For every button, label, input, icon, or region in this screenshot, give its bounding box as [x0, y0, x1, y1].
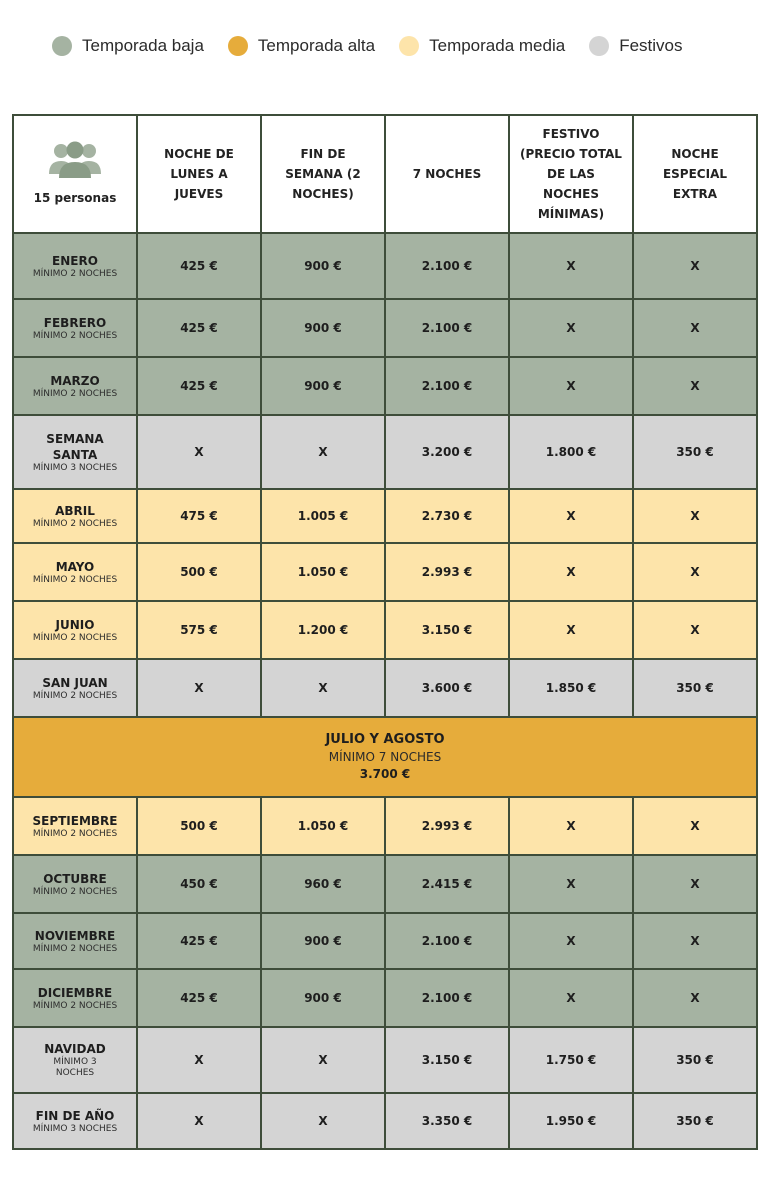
column-header: NOCHE ESPECIAL EXTRA — [633, 115, 757, 233]
price-cell: 2.100 € — [385, 233, 509, 299]
price-cell: X — [633, 797, 757, 855]
price-cell: X — [509, 543, 633, 601]
minimum-nights: MÍNIMO 2 NOCHES — [32, 1000, 118, 1011]
price-cell: 1.750 € — [509, 1027, 633, 1093]
capacity-header — [13, 115, 137, 233]
price-cell: 2.415 € — [385, 855, 509, 913]
price-cell: X — [509, 299, 633, 357]
price-cell: 2.100 € — [385, 969, 509, 1027]
price-cell: 2.100 € — [385, 357, 509, 415]
price-cell: X — [137, 1093, 261, 1149]
month-cell — [13, 855, 137, 913]
table-row — [13, 489, 757, 543]
minimum-nights: MÍNIMO 2 NOCHES — [32, 518, 118, 529]
price-cell: X — [137, 659, 261, 717]
table-row — [13, 299, 757, 357]
price-cell: 1.800 € — [509, 415, 633, 489]
price-cell: X — [633, 299, 757, 357]
price-cell: 3.150 € — [385, 1027, 509, 1093]
legend-dot-icon — [228, 36, 248, 56]
minimum-nights: MÍNIMO 2 NOCHES — [32, 828, 118, 839]
price-cell: 1.050 € — [261, 543, 385, 601]
minimum-nights: MÍNIMO 2 NOCHES — [32, 330, 118, 341]
price-cell: X — [633, 357, 757, 415]
price-cell: X — [509, 969, 633, 1027]
column-header: FIN DE SEMANA (2 NOCHES) — [261, 115, 385, 233]
price-cell: X — [261, 415, 385, 489]
price-cell: 1.850 € — [509, 659, 633, 717]
price-cell: 450 € — [137, 855, 261, 913]
price-cell: X — [509, 797, 633, 855]
table-row — [13, 717, 757, 797]
month-cell — [13, 1093, 137, 1149]
minimum-nights: MÍNIMO 2 NOCHES — [32, 268, 118, 279]
price-cell: 900 € — [261, 299, 385, 357]
month-cell — [13, 1027, 137, 1093]
legend-item-alta — [228, 36, 375, 56]
price-cell: 3.200 € — [385, 415, 509, 489]
month-cell — [13, 489, 137, 543]
price-cell: 350 € — [633, 415, 757, 489]
table-row — [13, 913, 757, 969]
month-name: FIN DE AÑO — [35, 1108, 115, 1123]
price-cell: 2.100 € — [385, 299, 509, 357]
high-season-cell — [13, 717, 757, 797]
price-cell: 425 € — [137, 969, 261, 1027]
price-cell: 350 € — [633, 1027, 757, 1093]
price-cell: 2.993 € — [385, 543, 509, 601]
month-name: SEMANA SANTA — [46, 431, 104, 462]
month-name: MARZO — [50, 373, 100, 388]
price-cell: X — [509, 233, 633, 299]
month-name: NOVIEMBRE — [34, 928, 116, 943]
capacity-label: 15 personas — [33, 191, 117, 205]
legend-dot-icon — [399, 36, 419, 56]
legend-item-media — [399, 36, 565, 56]
price-cell: 2.993 € — [385, 797, 509, 855]
month-cell — [13, 659, 137, 717]
month-name: MAYO — [55, 559, 95, 574]
minimum-nights: MÍNIMO 2 NOCHES — [32, 886, 118, 897]
month-cell — [13, 913, 137, 969]
legend-dot-icon — [52, 36, 72, 56]
legend-label: Temporada alta — [257, 36, 376, 55]
table-header-row — [13, 115, 757, 233]
price-cell: 1.005 € — [261, 489, 385, 543]
month-name: NAVIDAD — [44, 1042, 106, 1056]
minimum-nights: MÍNIMO 2 NOCHES — [32, 632, 118, 643]
column-header: NOCHE DE LUNES A JUEVES — [137, 115, 261, 233]
price-table — [12, 114, 758, 1150]
price-cell: X — [633, 913, 757, 969]
price-cell: X — [633, 601, 757, 659]
minimum-nights: MÍNIMO 7 NOCHES — [328, 750, 442, 764]
price-cell: 2.730 € — [385, 489, 509, 543]
price-cell: 425 € — [137, 913, 261, 969]
price-cell: 500 € — [137, 797, 261, 855]
price-cell: 475 € — [137, 489, 261, 543]
price-cell: X — [261, 659, 385, 717]
price-cell: 3.350 € — [385, 1093, 509, 1149]
legend-item-baja — [52, 36, 204, 56]
minimum-nights: MÍNIMO 3 NOCHES — [53, 1057, 97, 1078]
price-cell: X — [633, 233, 757, 299]
table-row — [13, 1027, 757, 1093]
price-cell: 350 € — [633, 1093, 757, 1149]
legend-dot-icon — [589, 36, 609, 56]
price-cell: 1.200 € — [261, 601, 385, 659]
price-cell: X — [633, 489, 757, 543]
month-cell — [13, 601, 137, 659]
column-header: FESTIVO (PRECIO TOTAL DE LAS NOCHES MÍNIMAS) — [509, 115, 633, 233]
minimum-nights: MÍNIMO 2 NOCHES — [32, 574, 118, 585]
month-name: DICIEMBRE — [37, 985, 113, 1000]
table-row — [13, 969, 757, 1027]
month-cell — [13, 233, 137, 299]
price-cell: 1.050 € — [261, 797, 385, 855]
minimum-nights: MÍNIMO 2 NOCHES — [32, 690, 118, 701]
price-cell: 3.600 € — [385, 659, 509, 717]
legend-item-festivos — [589, 36, 682, 56]
month-name: JUNIO — [55, 617, 95, 632]
price-cell: X — [137, 415, 261, 489]
price-cell: X — [509, 913, 633, 969]
price-cell: 3.150 € — [385, 601, 509, 659]
price-cell: X — [633, 543, 757, 601]
table-row — [13, 601, 757, 659]
month-cell — [13, 415, 137, 489]
month-name: ABRIL — [55, 503, 95, 518]
price-cell: 425 € — [137, 233, 261, 299]
legend-label: Festivos — [619, 36, 683, 55]
price-cell: 900 € — [261, 913, 385, 969]
month-name: OCTUBRE — [43, 871, 107, 886]
price-cell: X — [261, 1027, 385, 1093]
table-body — [13, 233, 757, 1149]
group-people-icon — [45, 140, 105, 180]
price-cell: 960 € — [261, 855, 385, 913]
table-row — [13, 855, 757, 913]
table-row — [13, 233, 757, 299]
month-name: JULIO Y AGOSTO — [325, 732, 445, 747]
price-cell: X — [633, 969, 757, 1027]
table-row — [13, 659, 757, 717]
month-name: FEBRERO — [43, 315, 107, 330]
table-row — [13, 357, 757, 415]
month-name: ENERO — [52, 253, 98, 268]
price-cell: 900 € — [261, 969, 385, 1027]
table-row — [13, 1093, 757, 1149]
season-legend — [52, 36, 706, 56]
price-cell: 1.950 € — [509, 1093, 633, 1149]
price-value: 3.700 € — [359, 767, 411, 781]
price-cell: 900 € — [261, 357, 385, 415]
price-cell: X — [509, 357, 633, 415]
price-cell: X — [137, 1027, 261, 1093]
legend-label: Temporada baja — [82, 36, 204, 55]
price-cell: X — [633, 855, 757, 913]
price-cell: 350 € — [633, 659, 757, 717]
month-name: SAN JUAN — [42, 675, 108, 690]
price-cell: X — [509, 489, 633, 543]
month-cell — [13, 357, 137, 415]
minimum-nights: MÍNIMO 3 NOCHES — [32, 1123, 118, 1134]
column-header: 7 NOCHES — [385, 115, 509, 233]
table-row — [13, 797, 757, 855]
price-cell: X — [509, 855, 633, 913]
price-cell: 575 € — [137, 601, 261, 659]
minimum-nights: MÍNIMO 2 NOCHES — [32, 388, 118, 399]
table-row — [13, 543, 757, 601]
price-cell: 425 € — [137, 299, 261, 357]
legend-label: Temporada media — [429, 36, 566, 55]
price-cell: X — [261, 1093, 385, 1149]
minimum-nights: MÍNIMO 2 NOCHES — [32, 943, 118, 954]
price-cell: 900 € — [261, 233, 385, 299]
price-cell: 500 € — [137, 543, 261, 601]
month-cell — [13, 797, 137, 855]
minimum-nights: MÍNIMO 3 NOCHES — [32, 462, 118, 473]
month-cell — [13, 543, 137, 601]
month-cell — [13, 969, 137, 1027]
month-name: SEPTIEMBRE — [32, 813, 118, 828]
month-cell — [13, 299, 137, 357]
price-cell: 425 € — [137, 357, 261, 415]
price-cell: X — [509, 601, 633, 659]
price-cell: 2.100 € — [385, 913, 509, 969]
table-row — [13, 415, 757, 489]
